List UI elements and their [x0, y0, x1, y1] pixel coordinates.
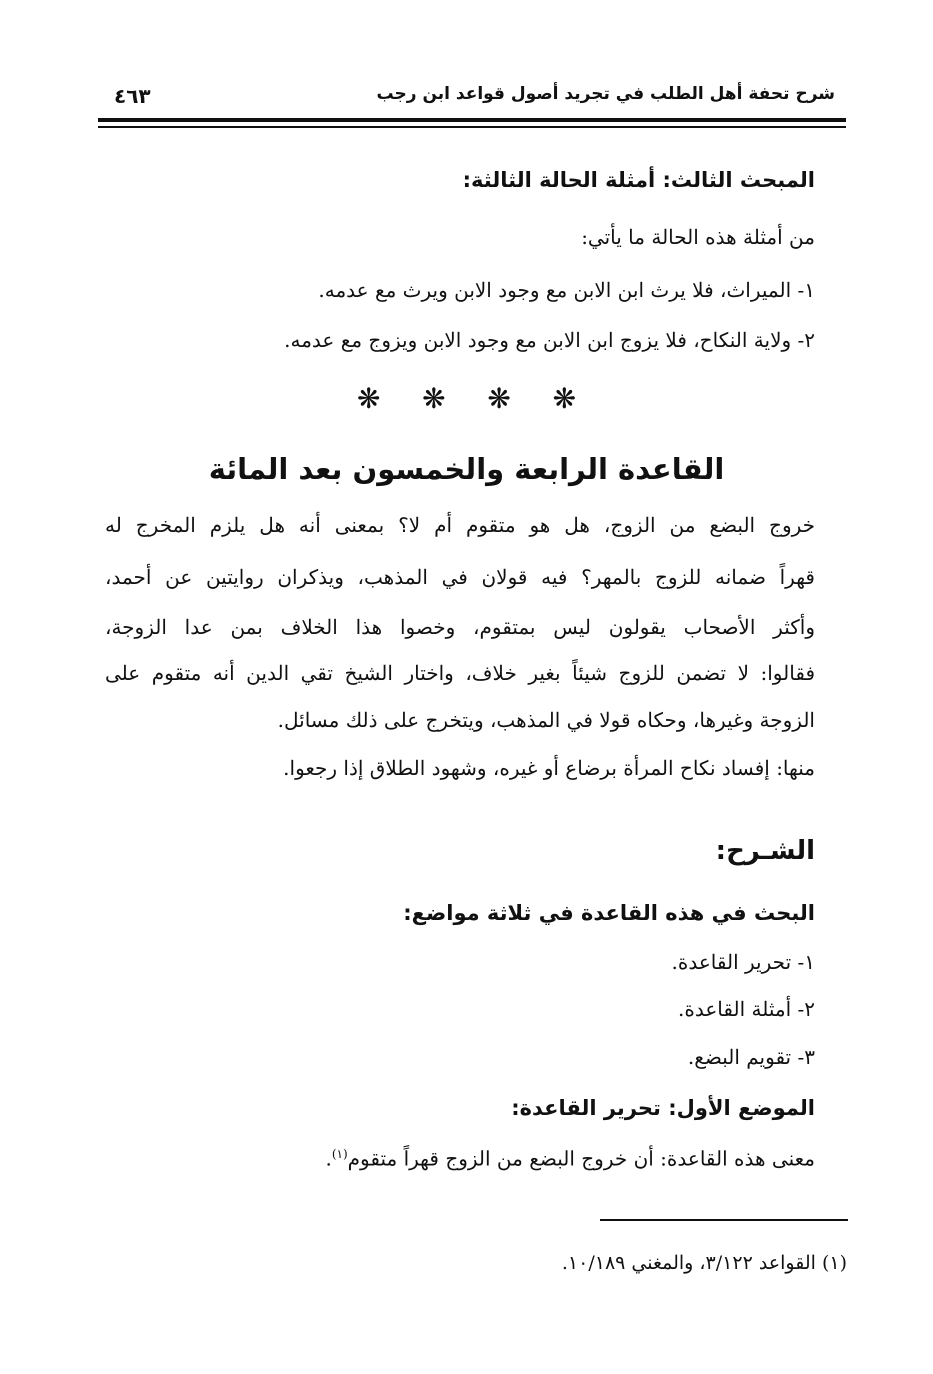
rule-text-line: فقالوا: لا تضمن للزوج شيئاً بغير خلاف، واختار الشيخ تقي الدين أنه متقوم على: [105, 661, 815, 685]
section3-item-1: ١- الميراث، فلا يرث ابن الابن مع وجود الابن ويرث مع عدمه.: [318, 278, 815, 302]
rule-example: منها: إفساد نكاح المرأة برضاع أو غيره، وشهود الطلاق إذا رجعوا.: [283, 756, 815, 780]
rule-text-line-last: الزوجة وغيرها، وحكاه قولا في المذهب، ويتخرج على ذلك مسائل.: [277, 708, 815, 732]
section3-heading: المبحث الثالث: أمثلة الحالة الثالثة:: [462, 168, 815, 192]
section3-intro: من أمثلة هذه الحالة ما يأتي:: [581, 225, 815, 249]
sharh-item-2: ٢- أمثلة القاعدة.: [678, 997, 815, 1021]
separator-star: ❋: [422, 382, 446, 415]
separator-star: ❋: [552, 382, 577, 415]
meaning-text: معنى هذه القاعدة: أن خروج البضع من الزوج قهراً متقوم: [347, 1146, 815, 1171]
footnote: (١) القواعد ٣/١٢٢، والمغني ١٠/١٨٩.: [561, 1252, 847, 1274]
rule-title: القاعدة الرابعة والخمسون بعد المائة: [208, 452, 725, 486]
separator-star: ❋: [356, 382, 381, 415]
meaning-paragraph: [325, 1148, 815, 1169]
separator-star: ❋: [487, 382, 511, 415]
first-topic-heading: الموضع الأول: تحرير القاعدة:: [511, 1096, 815, 1120]
section3-item-2: ٢- ولاية النكاح، فلا يزوج ابن الابن مع وجود الابن ويزوج مع عدمه.: [284, 328, 815, 352]
sharh-item-1: ١- تحرير القاعدة.: [671, 950, 815, 974]
header-rule-thin: [98, 126, 846, 128]
rule-text-line: وأكثر الأصحاب يقولون ليس بمتقوم، وخصوا هذا الخلاف بمن عدا الزوجة،: [105, 615, 815, 639]
rule-text-line: خروج البضع من الزوج، هل هو متقوم أم لا؟ بمعنى أنه هل يلزم المخرج له: [105, 513, 815, 537]
page-number: ٤٦٣: [114, 84, 151, 108]
rule-text-line: قهراً ضمانه للزوج بالمهر؟ فيه قولان في المذهب، ويذكران روايتين عن أحمد،: [105, 565, 815, 589]
footnote-reference[interactable]: (١): [331, 1147, 348, 1161]
sharh-intro: البحث في هذه القاعدة في ثلاثة مواضع:: [403, 901, 815, 925]
header-rule-thick: [98, 118, 846, 122]
section-separator: [0, 382, 933, 415]
footnote-separator: [600, 1219, 848, 1221]
running-header-title: شرح تحفة أهل الطلب في تجريد أصول قواعد ابن رجب: [376, 84, 835, 104]
sharh-heading: الشـرح:: [715, 836, 815, 866]
meaning-end: .: [325, 1146, 332, 1171]
sharh-item-3: ٣- تقويم البضع.: [687, 1045, 815, 1069]
